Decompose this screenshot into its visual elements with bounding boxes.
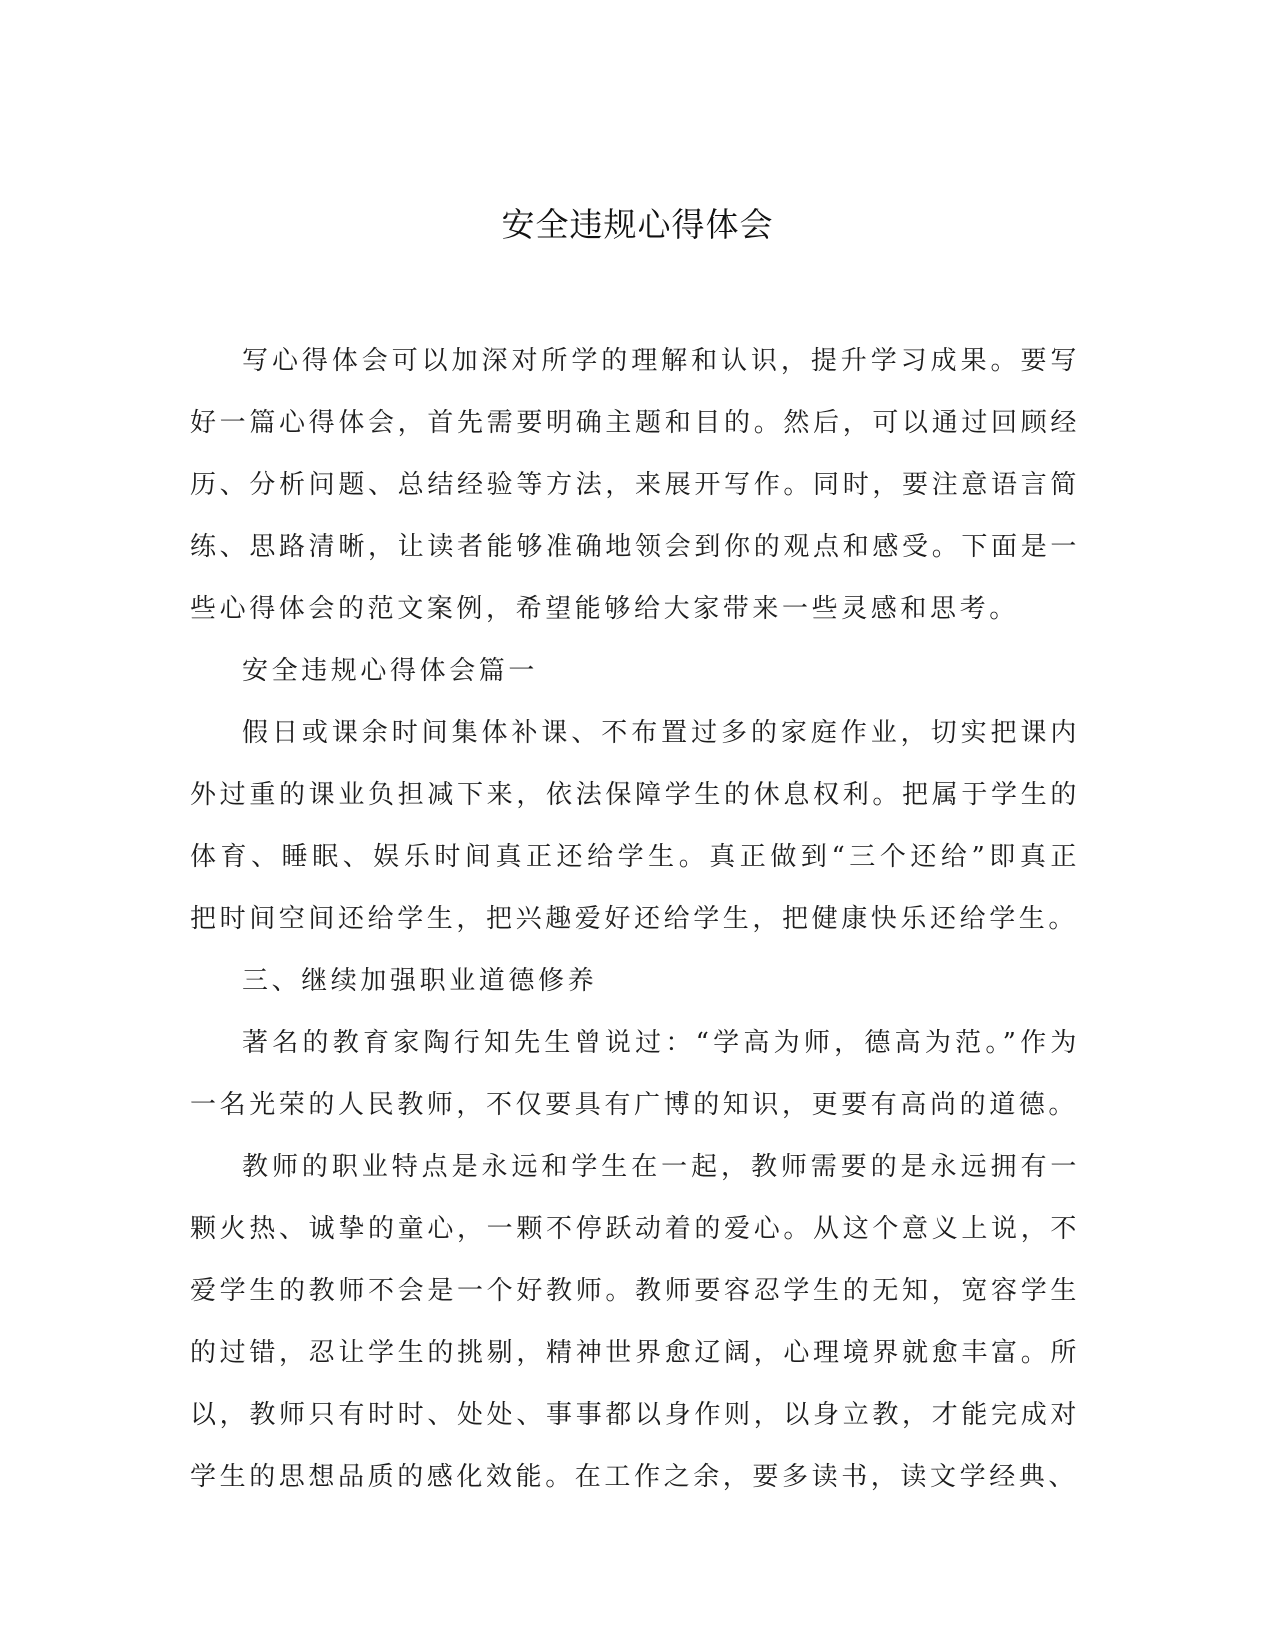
document-body: [190, 330, 1080, 1508]
document-title: 安全违规心得体会: [501, 205, 774, 244]
paragraph-quote: 著名的教育家陶行知先生曾说过：“学高为师，德高为范。”作为一名光荣的人民教师，不仅要具有广博的知识，更要有高尚的道德。: [190, 1028, 1080, 1120]
paragraph-intro: 写心得体会可以加深对所学的理解和认识，提升学习成果。要写好一篇心得体会，首先需要明确主题和目的。然后，可以通过回顾经历、分析问题、总结经验等方法，来展开写作。同时，要注意语言简练、思路清晰，让读者能够准确地领会到你的观点和感受。下面是一些心得体会的范文案例，希望能够给大家带来一些灵感和思考。: [190, 346, 1080, 624]
paragraph-homework: 假日或课余时间集体补课、不布置过多的家庭作业，切实把课内外过重的课业负担减下来，依法保障学生的休息权利。把属于学生的体育、睡眠、娱乐时间真正还给学生。真正做到“三个还给”即真正把时间空间还给学生，把兴趣爱好还给学生，把健康快乐还给学生。: [190, 718, 1080, 934]
paragraph-teacher: 教师的职业特点是永远和学生在一起，教师需要的是永远拥有一颗火热、诚挚的童心，一颗不停跃动着的爱心。从这个意义上说，不爱学生的教师不会是一个好教师。教师要容忍学生的无知，宽容学生的过错，忍让学生的挑剔，精神世界愈辽阔，心理境界就愈丰富。所以，教师只有时时、处处、事事都以身作则，以身立教，才能完成对学生的思想品质的感化效能。在工作之余，要多读书，读文学经典、: [190, 1152, 1080, 1492]
section-heading-part-one: 安全违规心得体会篇一: [242, 656, 539, 686]
section-heading-ethics: 三、继续加强职业道德修养: [242, 966, 598, 996]
